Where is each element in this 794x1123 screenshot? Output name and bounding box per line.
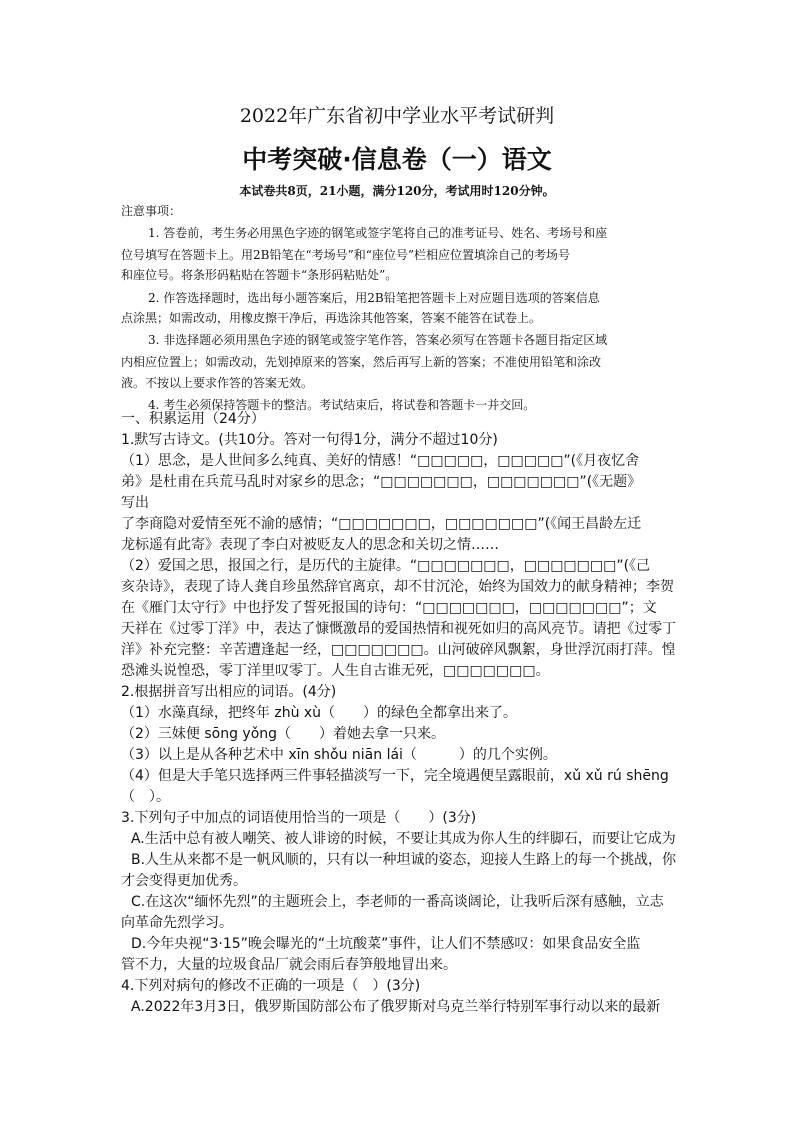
notes-line: 2. 作答选择题时，选出每小题答案后，用2B铅笔把答题卡上对应题目选项的答案信息 xyxy=(148,291,600,305)
q1-line: 洋》补充完整：辛苦遭逢起一经，□□□□□□□。山河破碎风飘絮，身世浮沉雨打萍。惶 xyxy=(121,642,676,658)
section-heading: 一、积累运用（24分） xyxy=(121,411,265,427)
exam-title-line2: 中考突破·信息卷（一）语文 xyxy=(242,145,552,174)
q3-option: A.生活中总有被人嘲笑、被人诽谤的时候，不要让其成为你人生的绊脚石，而要让它成为 xyxy=(131,831,676,847)
notes-line: 和座位号。将条形码粘贴在答题卡“条形码粘贴处”。 xyxy=(121,268,398,282)
q1-line: 恐滩头说惶恐，零丁洋里叹零丁。人生自古谁无死，□□□□□□□。 xyxy=(121,663,550,679)
notes-line: 4. 考生必须保持答题卡的整洁。考试结束后，将试卷和答题卡一并交回。 xyxy=(148,398,536,412)
exam-info: 本试卷共8页，21小题，满分120分，考试用时120分钟。 xyxy=(239,184,555,198)
q1-line: 写出 xyxy=(121,495,149,511)
notes-line: 3. 非选择题必须用黑色字迹的钢笔或签字笔作答，答案必须写在答题卡各题目指定区域 xyxy=(148,333,608,347)
q4-option: A.2022年3月3日，俄罗斯国防部公布了俄罗斯对乌克兰举行特别军事行动以来的最新 xyxy=(131,999,661,1015)
notes-line: 位号填写在答题卡上。用2B铅笔在“考场号”和“座位号”栏相应位置填涂自己的考场号 xyxy=(121,248,570,262)
q1-line: 1.默写古诗文。(共10分。答对一句得1分，满分不超过10分) xyxy=(121,432,498,448)
q3-line: 管不力，大量的垃圾食品厂就会雨后春笋般地冒出来。 xyxy=(121,957,457,973)
q2-line: （1）水藻真绿，把终年 zhù xù（ ）的绿色全都拿出来了。 xyxy=(121,705,518,721)
q1-line: 了李商隐对爱情至死不渝的感情；“□□□□□□□，□□□□□□□”(《闻王昌龄左迁 xyxy=(121,516,642,532)
q3-line: 3.下列句子中加点的词语使用恰当的一项是（ ）(3分) xyxy=(121,810,477,826)
q1-line: （1）思念，是人世间多么纯真、美好的情感！“□□□□□，□□□□□”(《月夜忆舍 xyxy=(121,453,640,469)
notes-line: 液。不按以上要求作答的答案无效。 xyxy=(121,376,314,390)
notes-heading: 注意事项： xyxy=(121,204,182,218)
q1-line: 亥杂诗》，表现了诗人龚自珍虽然辞官离京，却不甘沉沦，始终为国效力的献身精神；李贺 xyxy=(121,579,674,595)
q2-line: （2）三妹便 sōng yǒng（ ）着她去拿一只来。 xyxy=(121,726,446,742)
q2-line: （ ）。 xyxy=(121,789,170,805)
q2-line: （4）但是大手笔只选择两三件事轻描淡写一下，完全境遇便呈露眼前，xǔ xǔ rú shēng xyxy=(121,768,669,784)
q4-line: 4.下列对病句的修改不正确的一项是（ ）(3分) xyxy=(121,978,421,994)
q1-line: 弟》是杜甫在兵荒马乱时对家乡的思念；“□□□□□□□，□□□□□□□”(《无题》 xyxy=(121,474,642,490)
q3-option: D.今年央视“3·15”晚会曝光的“土坑酸菜”事件，让人们不禁感叹：如果食品安全监 xyxy=(131,936,641,952)
exam-title-line1: 2022年广东省初中学业水平考试研判 xyxy=(239,105,555,127)
q1-line: （2）爱国之思，报国之行，是历代的主旋律。“□□□□□□□，□□□□□□□”(《己 xyxy=(121,558,651,574)
q1-line: 在《雁门太守行》中也抒发了誓死报国的诗句：“□□□□□□□，□□□□□□□”；文 xyxy=(121,600,657,616)
q2-line: （3）以上是从各种艺术中 xīn shǒu niān lái（ ）的几个实例。 xyxy=(121,747,557,763)
q3-line: 向革命先烈学习。 xyxy=(121,915,233,931)
notes-line: 点涂黑；如需改动，用橡皮擦干净后，再选涂其他答案，答案不能答在试卷上。 xyxy=(121,311,542,325)
q3-option: B.人生从来都不是一帆风顺的，只有以一种坦诚的姿态，迎接人生路上的每一个挑战，你 xyxy=(131,852,676,868)
q1-line: 天祥在《过零丁洋》中，表达了慷慨激昂的爱国热情和视死如归的高风亮节。请把《过零丁 xyxy=(121,621,676,637)
q3-line: 才会变得更加优秀。 xyxy=(121,873,247,889)
notes-line: 1. 答卷前，考生务必用黑色字迹的钢笔或签字笔将自己的准考证号、姓名、考场号和座 xyxy=(148,226,608,240)
q3-option: C.在这次“缅怀先烈”的主题班会上，李老师的一番高谈阔论，让我听后深有感触，立志 xyxy=(131,894,664,910)
q1-line: 龙标遥有此寄》表现了李白对被贬友人的思念和关切之情…… xyxy=(121,537,499,553)
notes-line: 内相应位置上；如需改动，先划掉原来的答案，然后再写上新的答案；不准使用铅笔和涂改 xyxy=(121,355,602,369)
q2-line: 2.根据拼音写出相应的词语。(4分) xyxy=(121,684,337,700)
